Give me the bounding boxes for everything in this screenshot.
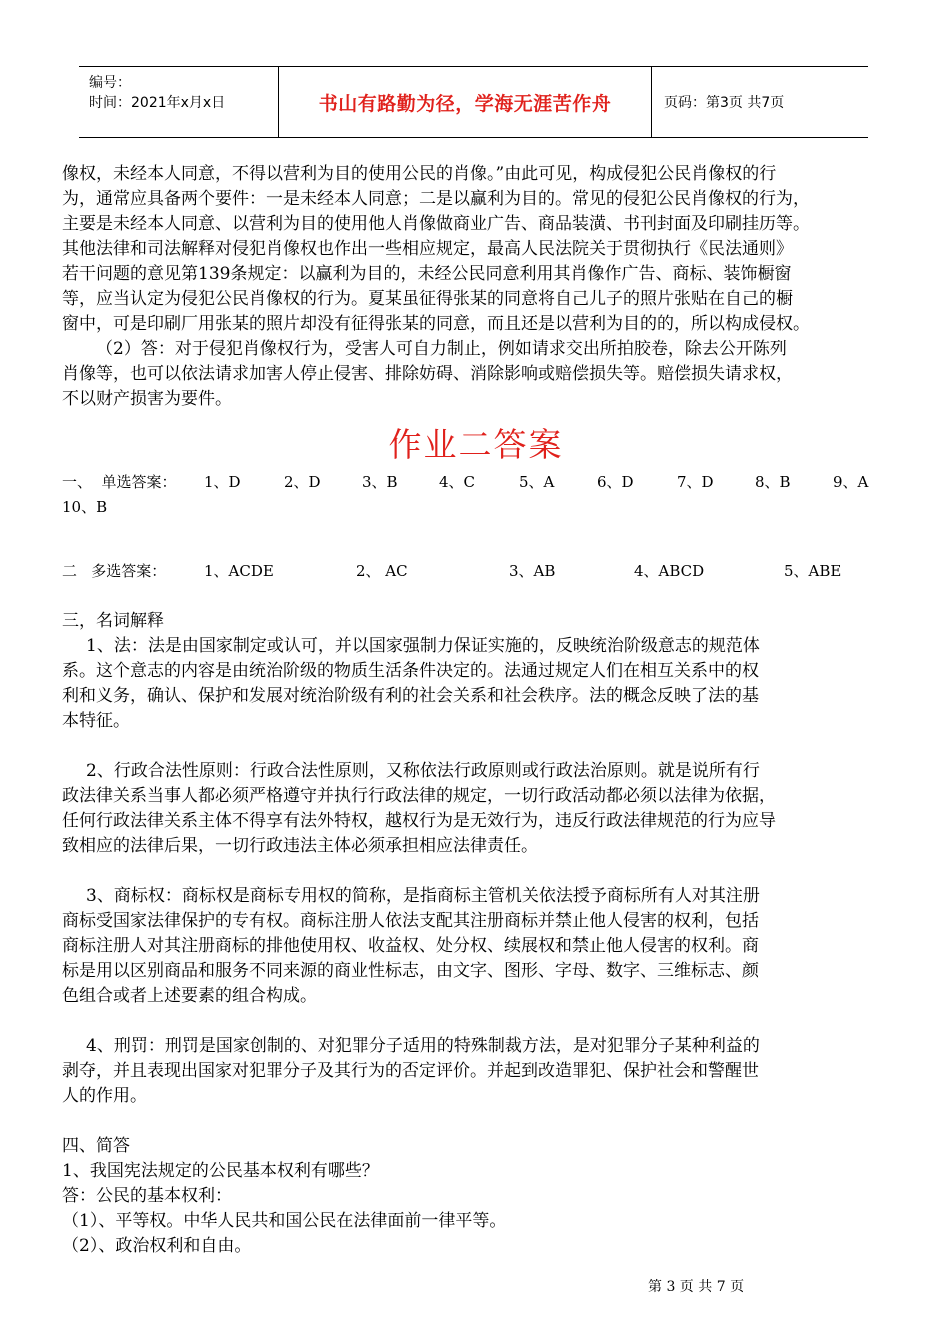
text-line: 色组合或者上述要素的组合构成。 bbox=[62, 986, 317, 1006]
answer-item: 7、D bbox=[677, 473, 714, 491]
multi-choice-label: 二 多选答案： bbox=[62, 562, 167, 580]
answer-item: 4、C bbox=[439, 473, 476, 491]
text-line: 人的作用。 bbox=[62, 1086, 147, 1106]
single-choice-row bbox=[62, 470, 890, 495]
spacer bbox=[62, 734, 890, 759]
text-line: 等，应当认定为侵犯公民肖像权的行为。夏某虽征得张某的同意将自己儿子的照片张贴在自己的橱 bbox=[62, 289, 793, 309]
paragraph-answer-2 bbox=[62, 337, 890, 412]
header-meta bbox=[79, 67, 279, 137]
text-line: 2、行政合法性原则：行政合法性原则，又称依法行政原则或行政法治原则。就是说所有行 bbox=[86, 761, 760, 781]
text-line: 政法律关系当事人都必须严格遵守并执行行政法律的规定，一切行政活动都必须以法律为依据， bbox=[62, 786, 776, 806]
term-trademark bbox=[62, 884, 890, 1009]
homework-title: 作业二答案 bbox=[388, 425, 564, 464]
text-line: 标是用以区别商品和服务不同来源的商业性标志，由文字、图形、字母、数字、三维标志、颜 bbox=[62, 961, 759, 981]
text-line: 致相应的法律后果，一切行政违法主体必须承担相应法律责任。 bbox=[62, 836, 538, 856]
answer-item: 6、D bbox=[597, 473, 634, 491]
text-line: 若干问题的意见第139条规定：以赢利为目的，未经公民同意利用其肖像作广告、商标、装饰橱窗 bbox=[62, 264, 792, 284]
answer-1-intro: 答：公民的基本权利： bbox=[62, 1186, 232, 1206]
answer-item: 8、B bbox=[755, 473, 791, 491]
text-line: 像权，未经本人同意，不得以营利为目的使用公民的肖像。”由此可见，构成侵犯公民肖像权的行 bbox=[62, 164, 777, 184]
paragraph-portrait-right bbox=[62, 162, 890, 337]
answer-1-item: （2）、政治权利和自由。 bbox=[62, 1236, 252, 1256]
document-body bbox=[62, 162, 890, 1259]
single-choice-label: 一、 单选答案： bbox=[62, 473, 177, 491]
text-line: 任何行政法律关系主体不得享有法外特权，越权行为是无效行为，违反行政法律规范的行为应导 bbox=[62, 811, 776, 831]
text-line: 4、刑罚：刑罚是国家创制的、对犯罪分子适用的特殊制裁方法，是对犯罪分子某种利益的 bbox=[86, 1036, 760, 1056]
document-header bbox=[79, 66, 868, 138]
answer-item: 10、B bbox=[62, 498, 108, 516]
answer-item: 4、ABCD bbox=[634, 562, 705, 580]
text-line: 其他法律和司法解释对侵犯肖像权也作出一些相应规定，最高人民法院关于贯彻执行《民法通则》 bbox=[62, 239, 793, 259]
spacer bbox=[62, 1109, 890, 1134]
text-line: 商标受国家法律保护的专有权。商标注册人依法支配其注册商标并禁止他人侵害的权利，包括 bbox=[62, 911, 759, 931]
text-line: 3、商标权：商标权是商标专用权的简称，是指商标主管机关依法授予商标所有人对其注册 bbox=[86, 886, 760, 906]
answer-item: 3、AB bbox=[509, 562, 556, 580]
term-penalty bbox=[62, 1034, 890, 1109]
text-line: 利和义务，确认、保护和发展对统治阶级有利的社会关系和社会秩序。法的概念反映了法的基 bbox=[62, 686, 759, 706]
multi-choice-row bbox=[62, 559, 890, 584]
answer-item: 9、A bbox=[833, 473, 869, 491]
answer-item: 1、ACDE bbox=[204, 562, 274, 580]
answer-item: 2、D bbox=[284, 473, 321, 491]
answer-item: 2、 AC bbox=[356, 562, 408, 580]
spacer bbox=[62, 520, 890, 545]
text-line: （2）答：对于侵犯肖像权行为，受害人可自力制止，例如请求交出所拍胶卷，除去公开陈列 bbox=[96, 339, 787, 359]
text-line: 窗中，可是印刷厂用张某的照片却没有征得张某的同意，而且还是以营利为目的的，所以构成侵权。 bbox=[62, 314, 810, 334]
text-line: 不以财产损害为要件。 bbox=[62, 389, 232, 409]
text-line: 1、法：法是由国家制定或认可，并以国家强制力保证实施的，反映统治阶级意志的规范体 bbox=[86, 636, 760, 656]
answer-item: 1、D bbox=[204, 473, 241, 491]
answer-item: 5、A bbox=[519, 473, 555, 491]
answer-item: 5、ABE bbox=[784, 562, 842, 580]
text-line: 本特征。 bbox=[62, 711, 130, 731]
term-law bbox=[62, 634, 890, 734]
term-admin-legality bbox=[62, 759, 890, 859]
spacer bbox=[62, 1009, 890, 1034]
number-label: 编号： bbox=[89, 75, 131, 91]
terms-section-title: 三，名词解释 bbox=[62, 611, 164, 631]
text-line: 主要是未经本人同意、以营利为目的使用他人肖像做商业广告、商品装潢、书刊封面及印刷挂历等。 bbox=[62, 214, 810, 234]
answer-1-item: （1）、平等权。中华人民共和国公民在法律面前一律平等。 bbox=[62, 1211, 507, 1231]
text-line: 剥夺，并且表现出国家对犯罪分子及其行为的否定评价。并起到改造罪犯、保护社会和警醒世 bbox=[62, 1061, 759, 1081]
text-line: 商标注册人对其注册商标的排他使用权、收益权、处分权、续展权和禁止他人侵害的权利。商 bbox=[62, 936, 759, 956]
spacer bbox=[62, 545, 890, 559]
spacer bbox=[62, 584, 890, 609]
question-1: 1、我国宪法规定的公民基本权利有哪些？ bbox=[62, 1161, 379, 1181]
text-line: 系。这个意志的内容是由统治阶级的物质生活条件决定的。法通过规定人们在相互关系中的权 bbox=[62, 661, 759, 681]
page-footer: 第 3 页 共 7 页 bbox=[648, 1279, 745, 1295]
text-line: 为，通常应具备两个要件：一是未经本人同意；二是以赢利为目的。常见的侵犯公民肖像权的行为， bbox=[62, 189, 810, 209]
text-line: 肖像等，也可以依法请求加害人停止侵害、排除妨碍、消除影响或赔偿损失等。赔偿损失请求权， bbox=[62, 364, 793, 384]
time-label: 时间：2021年x月x日 bbox=[89, 95, 226, 111]
header-motto: 书山有路勤为径，学海无涯苦作舟 bbox=[279, 67, 652, 137]
short-answer-title: 四、简答 bbox=[62, 1136, 130, 1156]
spacer bbox=[62, 859, 890, 884]
answer-item: 3、B bbox=[362, 473, 398, 491]
header-page-code: 页码：第3页 共7页 bbox=[664, 95, 785, 111]
single-choice-row-2 bbox=[62, 495, 890, 520]
